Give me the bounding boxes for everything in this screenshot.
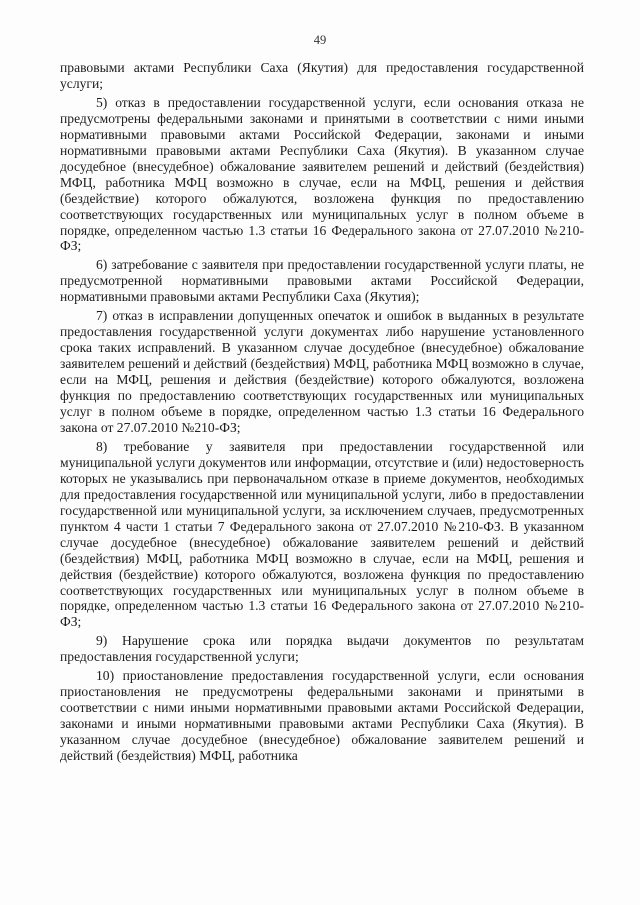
paragraph-item-8: 8) требование у заявителя при предоставлении государственной или муниципальной услуги документов или информации, отсутствие и (или) недостоверность которых не указывались при первоначальном отказе в приеме документов, необходимых для предоставления государственной или муниципальной услуги, либо в предоставлении государственной или муниципальной услуги, за исключением случаев, предусмотренных пунктом 4 части 1 статьи 7 Федерального закона от 27.07.2010 №210-ФЗ. В указанном случае досудебное (внесудебное) обжалование заявителем решений и действий (бездействия) МФЦ, работника МФЦ возможно в случае, если на МФЦ, решения и действия (бездействие) которого обжалуются, возложена функция по предоставлению соответствующих государственных или муниципальных услуг в полном объеме в порядке, определенном частью 1.3 статьи 16 Федерального закона от 27.07.2010 №210-ФЗ; <box>60 438 584 630</box>
document-body <box>60 60 584 764</box>
page-number: 49 <box>313 33 327 47</box>
paragraph-continuation: правовыми актами Республики Саха (Якутия) для предоставления государственной услуги; <box>60 60 584 91</box>
paragraph-item-10: 10) приостановление предоставления государственной услуги, если основания приостановления не предусмотрены федеральными законами и принятыми в соответствии с ними иными нормативными правовыми актами Российской Федерации, законами и иными нормативными правовыми актами Республики Саха (Якутия). В указанном случае досудебное (внесудебное) обжалование заявителем решений и действий (бездействия) МФЦ, работника <box>60 668 584 764</box>
paragraph-item-9: 9) Нарушение срока или порядка выдачи документов по результатам предоставления государственной услуги; <box>60 633 584 665</box>
paragraph-item-5: 5) отказ в предоставлении государственной услуги, если основания отказа не предусмотрены федеральными законами и принятыми в соответствии с ними иными нормативными правовыми актами Российской Федерации, законами и иными нормативными правовыми актами Республики Саха (Якутия). В указанном случае досудебное (внесудебное) обжалование заявителем решений и действий (бездействия) МФЦ, работника МФЦ возможно в случае, если на МФЦ, решения и действия (бездействие) которого обжалуются, возложена функция по предоставлению соответствующих государственных или муниципальных услуг в полном объеме в порядке, определенном частью 1.3 статьи 16 Федерального закона от 27.07.2010 №210-ФЗ; <box>60 94 584 254</box>
paragraph-item-7: 7) отказ в исправлении допущенных опечаток и ошибок в выданных в результате предоставления государственной услуги документах либо нарушение установленного срока таких исправлений. В указанном случае досудебное (внесудебное) обжалование заявителем решений и действий (бездействия) МФЦ, работника МФЦ возможно в случае, если на МФЦ, решения и действия (бездействие) которого обжалуются, возложена функция по предоставлению соответствующих государственных или муниципальных услуг в полном объеме в порядке, определенном частью 1.3 статьи 16 Федерального закона от 27.07.2010 №210-ФЗ; <box>60 308 584 435</box>
paragraph-item-6: 6) затребование с заявителя при предоставлении государственной услуги платы, не предусмотренной нормативными правовыми актами Российской Федерации, нормативными правовыми актами Республики Саха (Якутия); <box>60 257 584 305</box>
